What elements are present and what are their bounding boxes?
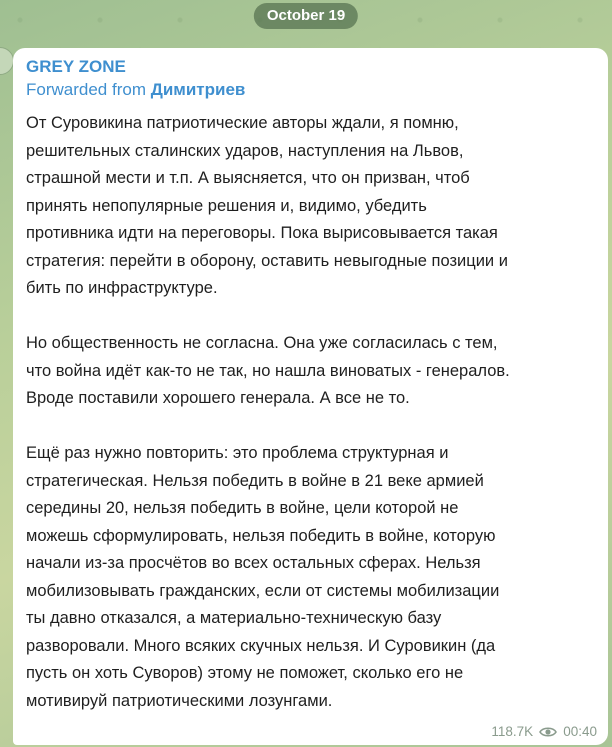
message-paragraph: Ещё раз нужно повторить: это проблема структурная и стратегическая. Нельзя победить в войне в 21 веке армией середины 20, нельзя победить в войне, цели которой не можешь сформулировать, нельзя победить в войне, которую начали из-за просчётов во всех остальных сферах. Нельзя мобилизовывать гражданских, если от системы мобилизации ты давно отказался, а материально-техническую базу разворовали. Много всяких скучных нельзя. И Суровикин (да пусть он хоть Суворов) этому не поможет, сколько его не мотивируй патриотическими лозунгами. — [26, 444, 500, 710]
eye-icon — [539, 726, 557, 738]
forwarded-prefix: Forwarded from — [26, 80, 146, 99]
message-paragraph: От Суровикина патриотические авторы ждали, я помню, решительных сталинских ударов, наступления на Львов, страшной мести и т.п. А выясняется, что он призван, чтоб принять непопулярные решения и, видимо, убедить противника идти на переговоры. Пока вырисовывается такая стратегия: перейти в оборону, оставить невыгодные позиции и бить по инфраструктуре. — [26, 114, 508, 297]
view-count: 118.7K — [491, 724, 534, 739]
forwarded-from-link[interactable]: Димитриев — [150, 80, 246, 99]
message-meta — [491, 724, 597, 739]
date-separator: October 19 — [254, 3, 358, 29]
message-time: 00:40 — [563, 724, 597, 739]
forwarded-header — [26, 78, 596, 102]
channel-name[interactable]: GREY ZONE — [26, 57, 126, 76]
bubble-tail — [18, 731, 28, 743]
message-bubble[interactable] — [13, 48, 608, 745]
message-text — [26, 110, 596, 715]
message-paragraph: Но общественность не согласна. Она уже согласилась с тем, что война идёт как-то не так, но нашла виноватых - генералов. Вроде поставили хорошего генерала. А все не то. — [26, 334, 510, 407]
